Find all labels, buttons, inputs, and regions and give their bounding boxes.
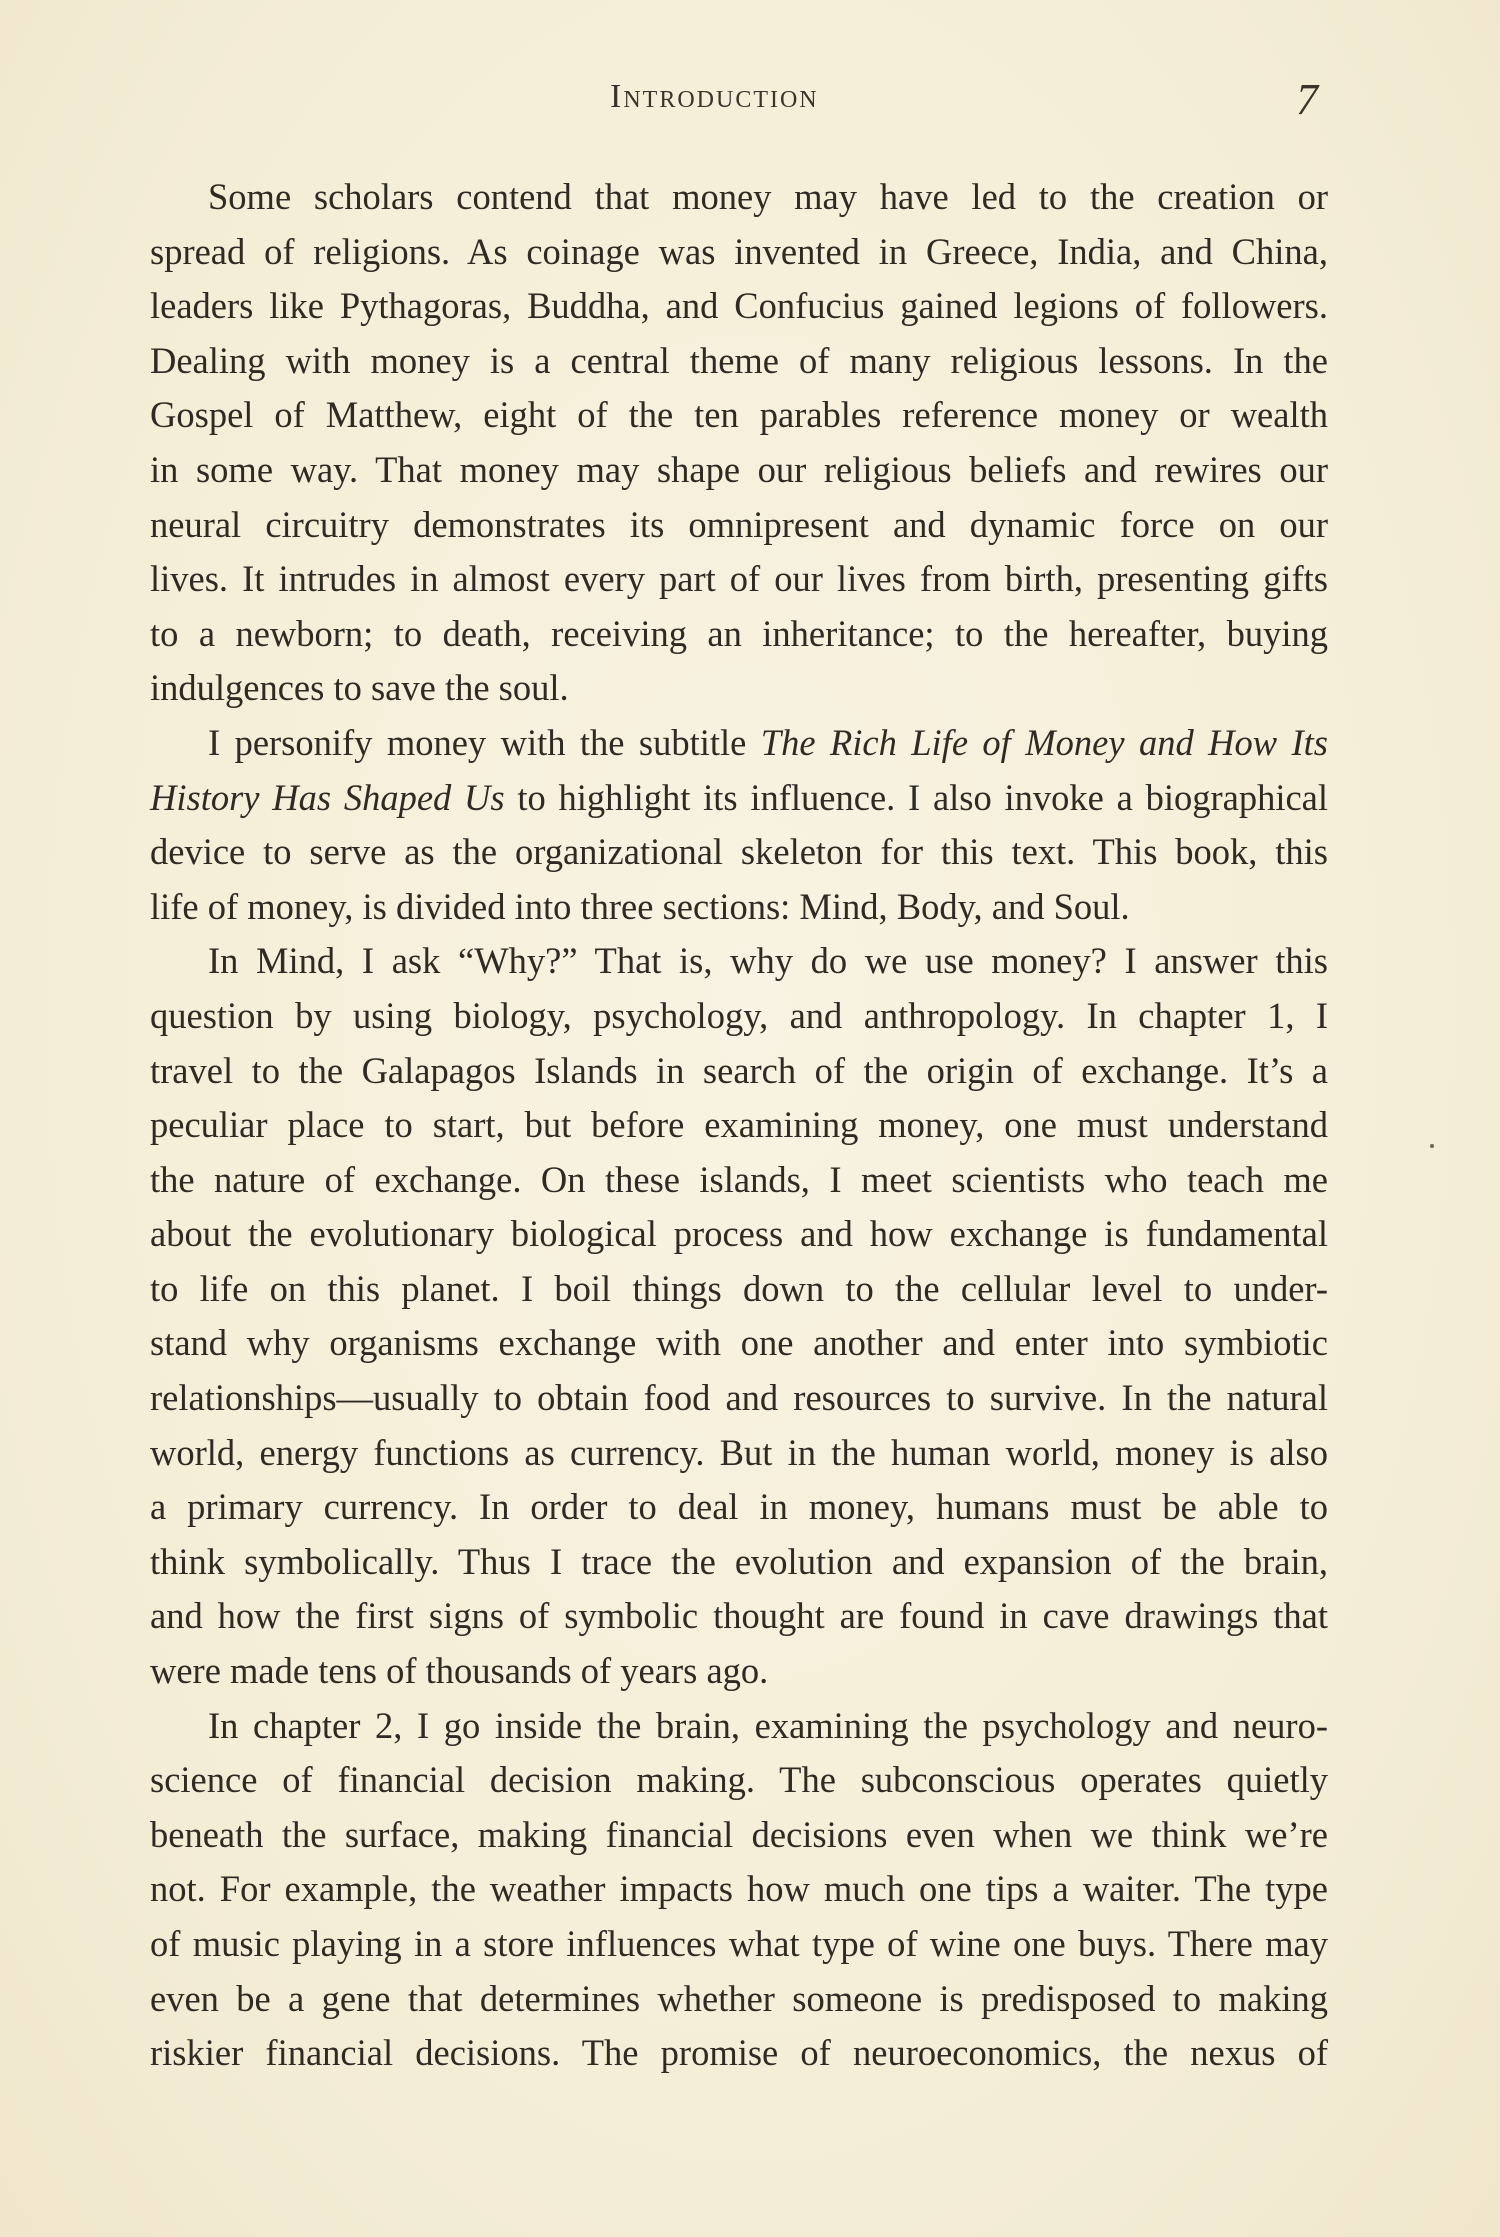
text-line: and how the first signs of symbolic thought are found in cave drawings that bbox=[150, 1595, 1328, 1637]
text-line: question by using biology, psychology, and anthropology. In chapter 1, I bbox=[150, 994, 1328, 1036]
chapter-title: Introduction bbox=[610, 78, 819, 115]
text-line: In chapter 2, I go inside the brain, examining the psychology and neuro- bbox=[208, 1704, 1328, 1746]
text-line: world, energy functions as currency. But in the human world, money is also bbox=[150, 1431, 1328, 1473]
text-line: Some scholars contend that money may have led to the creation or bbox=[208, 176, 1328, 217]
page-number: 7 bbox=[1296, 75, 1318, 124]
paragraph-1 bbox=[150, 170, 1328, 716]
text-line: stand why organisms exchange with one another and enter into symbiotic bbox=[150, 1322, 1328, 1364]
text-line: about the evolutionary biological process and how exchange is fundamental bbox=[150, 1213, 1328, 1255]
text-line: to life on this planet. I boil things down to the cellular level to under- bbox=[150, 1267, 1328, 1309]
text-line: In Mind, I ask “Why?” That is, why do we use money? I answer this bbox=[208, 940, 1328, 982]
running-header bbox=[0, 75, 1500, 128]
text-line: Gospel of Matthew, eight of the ten parables reference money or wealth bbox=[150, 394, 1328, 436]
text-line: science of financial decision making. The subconscious operates quietly bbox=[150, 1759, 1328, 1801]
text-line: the nature of exchange. On these islands, I meet scientists who teach me bbox=[150, 1158, 1328, 1200]
text-line bbox=[150, 716, 1328, 771]
text-line: Dealing with money is a central theme of many religious lessons. In the bbox=[150, 339, 1328, 381]
paragraph-2 bbox=[150, 716, 1328, 934]
text-line: in some way. That money may shape our religious beliefs and rewires our bbox=[150, 448, 1328, 490]
text-line: relationships—usually to obtain food and resources to survive. In the natural bbox=[150, 1377, 1328, 1419]
text-line: peculiar place to start, but before examining money, one must understand bbox=[150, 1104, 1328, 1146]
text-line: of music playing in a store influences what type of wine one buys. There may bbox=[150, 1923, 1328, 1964]
text-line: spread of religions. As coinage was invented in Greece, India, and China, bbox=[150, 230, 1328, 272]
body-text bbox=[150, 170, 1328, 2081]
text-line: lives. It intrudes in almost every part of our lives from birth, presenting gifts bbox=[150, 558, 1328, 600]
book-subtitle-part-2: History Has Shaped Us bbox=[150, 776, 505, 818]
text-line: life of money, is divided into three sections: Mind, Body, and Soul. bbox=[150, 885, 1130, 927]
text-line: a primary currency. In order to deal in money, humans must be able to bbox=[150, 1486, 1328, 1528]
text-line: think symbolically. Thus I trace the evolution and expansion of the brain, bbox=[150, 1540, 1328, 1582]
text-line bbox=[150, 771, 1328, 826]
book-subtitle-part-1: The Rich Life of Money and How Its bbox=[760, 721, 1328, 763]
text-line: even be a gene that determines whether someone is predisposed to making bbox=[150, 1977, 1328, 2019]
text-line: indulgences to save the soul. bbox=[150, 667, 569, 709]
text-line: not. For example, the weather impacts how much one tips a waiter. The type bbox=[150, 1868, 1328, 1910]
text-line: were made tens of thousands of years ago. bbox=[150, 1650, 769, 1692]
text-line: neural circuitry demonstrates its omnipresent and dynamic force on our bbox=[150, 503, 1328, 545]
paper-speck bbox=[1430, 1144, 1434, 1148]
text-line: device to serve as the organizational skeleton for this text. This book, this bbox=[150, 831, 1328, 873]
text-line: travel to the Galapagos Islands in search of the origin of exchange. It’s a bbox=[150, 1049, 1328, 1091]
paragraph-4 bbox=[150, 1699, 1328, 2081]
text-line: leaders like Pythagoras, Buddha, and Confucius gained legions of followers. bbox=[150, 285, 1328, 327]
text-line: to a newborn; to death, receiving an inheritance; to the hereafter, buying bbox=[150, 612, 1328, 654]
paragraph-3 bbox=[150, 934, 1328, 1698]
text-line: riskier financial decisions. The promise of neuroeconomics, the nexus of bbox=[150, 2032, 1328, 2074]
text-run: I personify money with the subtitle bbox=[208, 721, 761, 763]
text-line: beneath the surface, making financial decisions even when we think we’re bbox=[150, 1813, 1328, 1855]
text-run: to highlight its influence. I also invoke a biographical bbox=[504, 776, 1329, 818]
